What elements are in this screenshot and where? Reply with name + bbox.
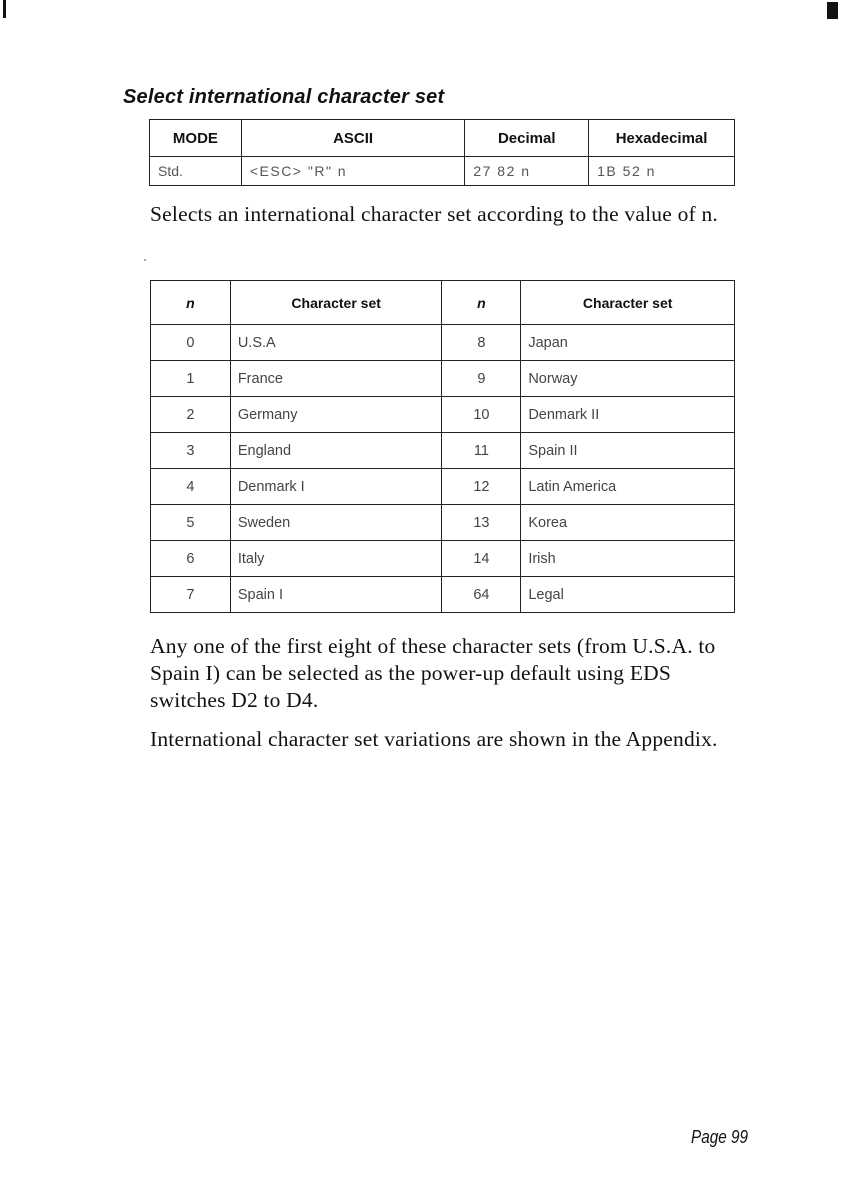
table-row [151, 505, 735, 541]
cell-ascii: <ESC> "R" n [241, 157, 465, 186]
cell-n: 10 [442, 397, 521, 433]
table-row [151, 577, 735, 613]
cell-charset: Latin America [521, 469, 735, 505]
header-mode: MODE [150, 120, 242, 157]
power-up-paragraph: Any one of the first eight of these character sets (from U.S.A. to Spain I) can be selected as the power-up default using EDS switches D2 to D4. [150, 634, 716, 712]
cell-decimal: 27 82 n [465, 157, 589, 186]
command-table-row [150, 157, 735, 186]
cell-n: 6 [151, 541, 231, 577]
cell-n: 3 [151, 433, 231, 469]
cell-mode: Std. [150, 157, 242, 186]
cell-n: 11 [442, 433, 521, 469]
cell-charset: Japan [521, 325, 735, 361]
cell-n: 9 [442, 361, 521, 397]
cell-n: 7 [151, 577, 231, 613]
header-n-left: n [151, 281, 231, 325]
cell-n: 4 [151, 469, 231, 505]
header-charset-left: Character set [230, 281, 442, 325]
binding-mark-right [827, 2, 838, 19]
table-row [151, 433, 735, 469]
cell-n: 8 [442, 325, 521, 361]
header-n-right: n [442, 281, 521, 325]
cell-charset: Sweden [230, 505, 442, 541]
cell-charset: Germany [230, 397, 442, 433]
cell-charset: France [230, 361, 442, 397]
cell-n: 12 [442, 469, 521, 505]
charset-table [150, 280, 735, 613]
cell-charset: Italy [230, 541, 442, 577]
section-heading: Select international character set [123, 86, 445, 108]
cell-charset: Norway [521, 361, 735, 397]
cell-charset: Korea [521, 505, 735, 541]
table-row [151, 325, 735, 361]
cell-n: 1 [151, 361, 231, 397]
binding-mark-left [3, 0, 6, 18]
cell-n: 64 [442, 577, 521, 613]
cell-hexadecimal: 1B 52 n [589, 157, 735, 186]
speck [144, 259, 146, 261]
charset-table-header [151, 281, 735, 325]
cell-n: 5 [151, 505, 231, 541]
appendix-paragraph: International character set variations are shown in the Appendix. [150, 727, 718, 751]
cell-charset: Legal [521, 577, 735, 613]
header-hexadecimal: Hexadecimal [589, 120, 735, 157]
cell-charset: England [230, 433, 442, 469]
header-ascii: ASCII [241, 120, 465, 157]
table-row [151, 397, 735, 433]
cell-charset: U.S.A [230, 325, 442, 361]
cell-charset: Denmark II [521, 397, 735, 433]
command-table-header [150, 120, 735, 157]
cell-n: 13 [442, 505, 521, 541]
description-paragraph: Selects an international character set according to the value of n. [150, 202, 718, 226]
cell-n: 0 [151, 325, 231, 361]
cell-charset: Irish [521, 541, 735, 577]
cell-charset: Spain I [230, 577, 442, 613]
cell-charset: Spain II [521, 433, 735, 469]
header-decimal: Decimal [465, 120, 589, 157]
table-row [151, 541, 735, 577]
table-row [151, 361, 735, 397]
page-number: Page 99 [691, 1127, 749, 1147]
table-row [151, 469, 735, 505]
header-charset-right: Character set [521, 281, 735, 325]
cell-n: 14 [442, 541, 521, 577]
cell-n: 2 [151, 397, 231, 433]
cell-charset: Denmark I [230, 469, 442, 505]
command-table [149, 119, 735, 186]
